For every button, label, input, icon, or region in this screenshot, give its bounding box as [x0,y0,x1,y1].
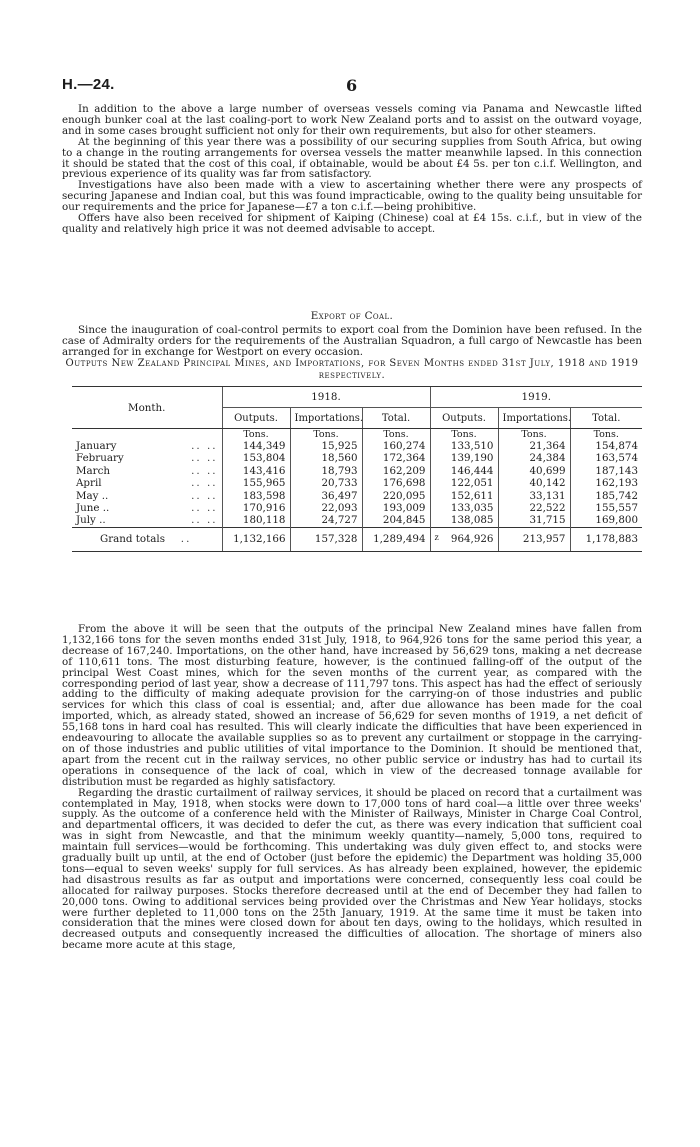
table-body [72,440,642,527]
export-heading: Export of Coal. [310,310,394,322]
total-value: 157,328 [290,527,362,551]
column-header: Importations. [498,408,570,429]
unit-label: Tons. [570,429,642,441]
unit-label: Tons. [290,429,362,441]
document-reference: H.—24. [62,76,115,93]
month-cell: January .. .. [76,440,218,452]
value-cell: 22,522 [498,502,570,514]
page-number: 6 [346,76,358,95]
value-cell: 152,611 [430,490,498,502]
value-cell: 21,364 [498,440,570,452]
month-cell: June .. .. .. [76,502,218,515]
page-header [62,76,642,98]
table-row [72,477,642,489]
paragraph-export: Since the inauguration of coal-control permits to export coal from the Dominion have been refused. In the case of Admiralty orders for the requirements of the Australian Squadron, a full cargo of Newcastle has been arranged for in exchange for Westport on every occasion. [62,324,642,358]
total-value: 1,132,166 [222,527,290,551]
table-row [72,452,642,464]
value-cell: 40,699 [498,465,570,477]
value-cell: 170,916 [222,502,290,514]
column-header: Total. [570,408,642,429]
month-column-header: Month. [72,387,222,429]
value-cell: 162,193 [570,477,642,489]
value-cell: 176,698 [362,477,430,489]
value-cell: 122,051 [430,477,498,489]
total-value: 1,178,883 [570,527,642,551]
value-cell: 139,190 [430,452,498,464]
column-header: Importations. [290,408,362,429]
column-header: Outputs. [430,408,498,429]
value-cell: 20,733 [290,477,362,489]
unit-label: Tons. [430,429,498,441]
value-cell: 24,384 [498,452,570,464]
export-section [62,325,642,358]
table-row [72,514,642,527]
value-cell: 183,598 [222,490,290,502]
year-header-1918: 1918. [222,387,430,408]
year-header-row [72,387,642,408]
year-header-1919: 1919. [430,387,642,408]
value-cell: 15,925 [290,440,362,452]
value-cell: 31,715 [498,514,570,527]
value-cell: 160,274 [362,440,430,452]
grand-totals-row [72,527,642,551]
value-cell: 220,095 [362,490,430,502]
table-row [72,502,642,514]
table-row [72,440,642,452]
unit-label: Tons. [222,429,290,441]
month-cell: March .. .. [76,464,218,477]
value-cell: 22,093 [290,502,362,514]
value-cell: 40,142 [498,477,570,489]
value-cell: 133,510 [430,440,498,452]
month-cell: February .. .. [76,452,218,465]
value-cell: 162,209 [362,465,430,477]
table-row [72,465,642,477]
value-cell: 154,874 [570,440,642,452]
paragraph-kaiping: Offers have also been received for shipment of Kaiping (Chinese) coal at £4 15s. c.i.f., but in view of the quality and relatively high price it was not deemed advisable to accept. [62,212,642,235]
value-cell: 163,574 [570,452,642,464]
paragraph-railway-curtailment: Regarding the drastic curtailment of railway services, it should be placed on record that a curtailment was contemplated in May, 1918, when stocks were down to 17,000 tons of hard coal—a little over three weeks' supply. As the outcome of a conference held with the Minister of Railways, Minister in Charge Coal Control, and departmental officers, it was decided to defer the cut, as there was every indication that sufficient coal was in sight from Newcastle, and that the minimum weekly quantity—namely, 5,000 tons, required to maintain full services—would be forthcoming. This undertaking was duly given effect to, and stocks were gradually built up until, at the end of October (just before the epidemic) the Department was holding 35,000 tons—equal to seven weeks' supply for full services. As has already been explained, however, the epidemic had disastrous results as far as output and importations were concerned, consequently less coal could be allocated for railway purposes. Stocks therefore decreased until at the end of December they had fallen to 20,000 tons. Owing to additional services being provided over the Christmas and New Year holidays, stocks were further depleted to 11,000 tons on the 25th January, 1919. At the same time it must be taken into consideration that the mines were closed down for about ten days, owing to the holidays, which resulted in decreased outputs and consequently increased the difficulties of allocation. The shortage of miners also became more acute at this stage, [62,786,642,952]
value-cell: 144,349 [222,440,290,452]
value-cell: 33,131 [498,490,570,502]
paragraph-output-analysis: From the above it will be seen that the outputs of the principal New Zealand mines have fallen from 1,132,166 tons for the seven months ended 31st July, 1918, to 964,926 tons for the same period this year, a decrease of 167,240. Importations, on the other hand, have increased by 56,629 tons, making a net decrease of 110,611 tons. The most disturbing feature, however, is the continued falling-off of the output of the principal West Coast mines, which for the seven months of the current year, as compared with the corresponding period of last year, show a decrease of 111,797 tons. This aspect has had the effect of seriously adding to the difficulty of making adequate provision for the carrying-on of those industries and public services for which this class of coal is essential; and, after due allowance has been made for the coal imported, which, as already stated, showed an increase of 56,629 for seven months of 1919, a net deficit of 55,168 tons in hard coal has resulted. This will clearly indicate the difficulties that have been experienced in endeavouring to allocate the available supplies so as to prevent any curtailment or stoppage in the carrying-on of those industries and public utilities of vital importance to the Dominion. It should be mentioned that, apart from the recent cut in the railway services, no other public service or industry has had to curtail its operations in consequence of the lack of coal, which in view of the decreased tonnage available for distribution must be regarded as highly satisfactory. [62,623,642,788]
value-cell: 18,560 [290,452,362,464]
value-cell: 36,497 [290,490,362,502]
table-row [72,490,642,502]
total-value: 213,957 [498,527,570,551]
month-cell: April .. .. [76,477,218,490]
analysis-section [62,624,642,951]
coal-output-table [72,386,642,552]
column-header: Total. [362,408,430,429]
total-value: 1,289,494 [362,527,430,551]
value-cell: 138,085 [430,514,498,527]
totals-label: Grand totals .. [72,527,222,551]
intro-section [62,104,642,235]
value-cell: 133,035 [430,502,498,514]
value-cell: 193,009 [362,502,430,514]
total-value: z 964,926 [430,527,498,551]
value-cell: 180,118 [222,514,290,527]
print-mark: z [434,533,439,543]
unit-label: Tons. [498,429,570,441]
value-cell: 143,416 [222,465,290,477]
value-cell: 153,804 [222,452,290,464]
value-cell: 169,800 [570,514,642,527]
paragraph-south-africa: At the beginning of this year there was a possibility of our securing supplies from South Africa, but owing to a change in the routing arrangements for oversea vessels the matter meanwhile lapsed. In this connection it should be stated that the cost of this coal, if obtainable, would be about £4 5s. per ton c.i.f. Wellington, and previous experience of its quality was far from satisfactory. [62,135,642,181]
paragraph-japanese-indian: Investigations have also been made with a view to ascertaining whether there were any prospects of securing Japanese and Indian coal, but this was found impracticable, owing to the quality being unsuitable for our requirements and the price for Japanese—£7 a ton c.i.f.—being prohibitive. [62,179,642,214]
value-cell: 204,845 [362,514,430,527]
value-cell: 187,143 [570,465,642,477]
month-cell: July .. .. .. [76,514,218,527]
value-cell: 155,557 [570,502,642,514]
value-cell: 185,742 [570,490,642,502]
value-cell: 18,793 [290,465,362,477]
month-cell: May .. .. .. [76,489,218,502]
value-cell: 172,364 [362,452,430,464]
value-cell: 155,965 [222,477,290,489]
table-caption: Outputs New Zealand Principal Mines, and Importations, for Seven Months ended 31st July, 1918 and 1919 respectively. [65,358,639,381]
paragraph-bunker-coal: In addition to the above a large number of overseas vessels coming via Panama and Newcastle lifted enough bunker coal at the last coaling-port to work New Zealand ports and to assist on the outward voyage, and in some cases brought sufficient not only for their own requirements, but also for other steamers. [62,103,642,137]
column-header: Outputs. [222,408,290,429]
unit-label: Tons. [362,429,430,441]
value-cell: 146,444 [430,465,498,477]
units-row [72,429,642,441]
value-cell: 24,727 [290,514,362,527]
